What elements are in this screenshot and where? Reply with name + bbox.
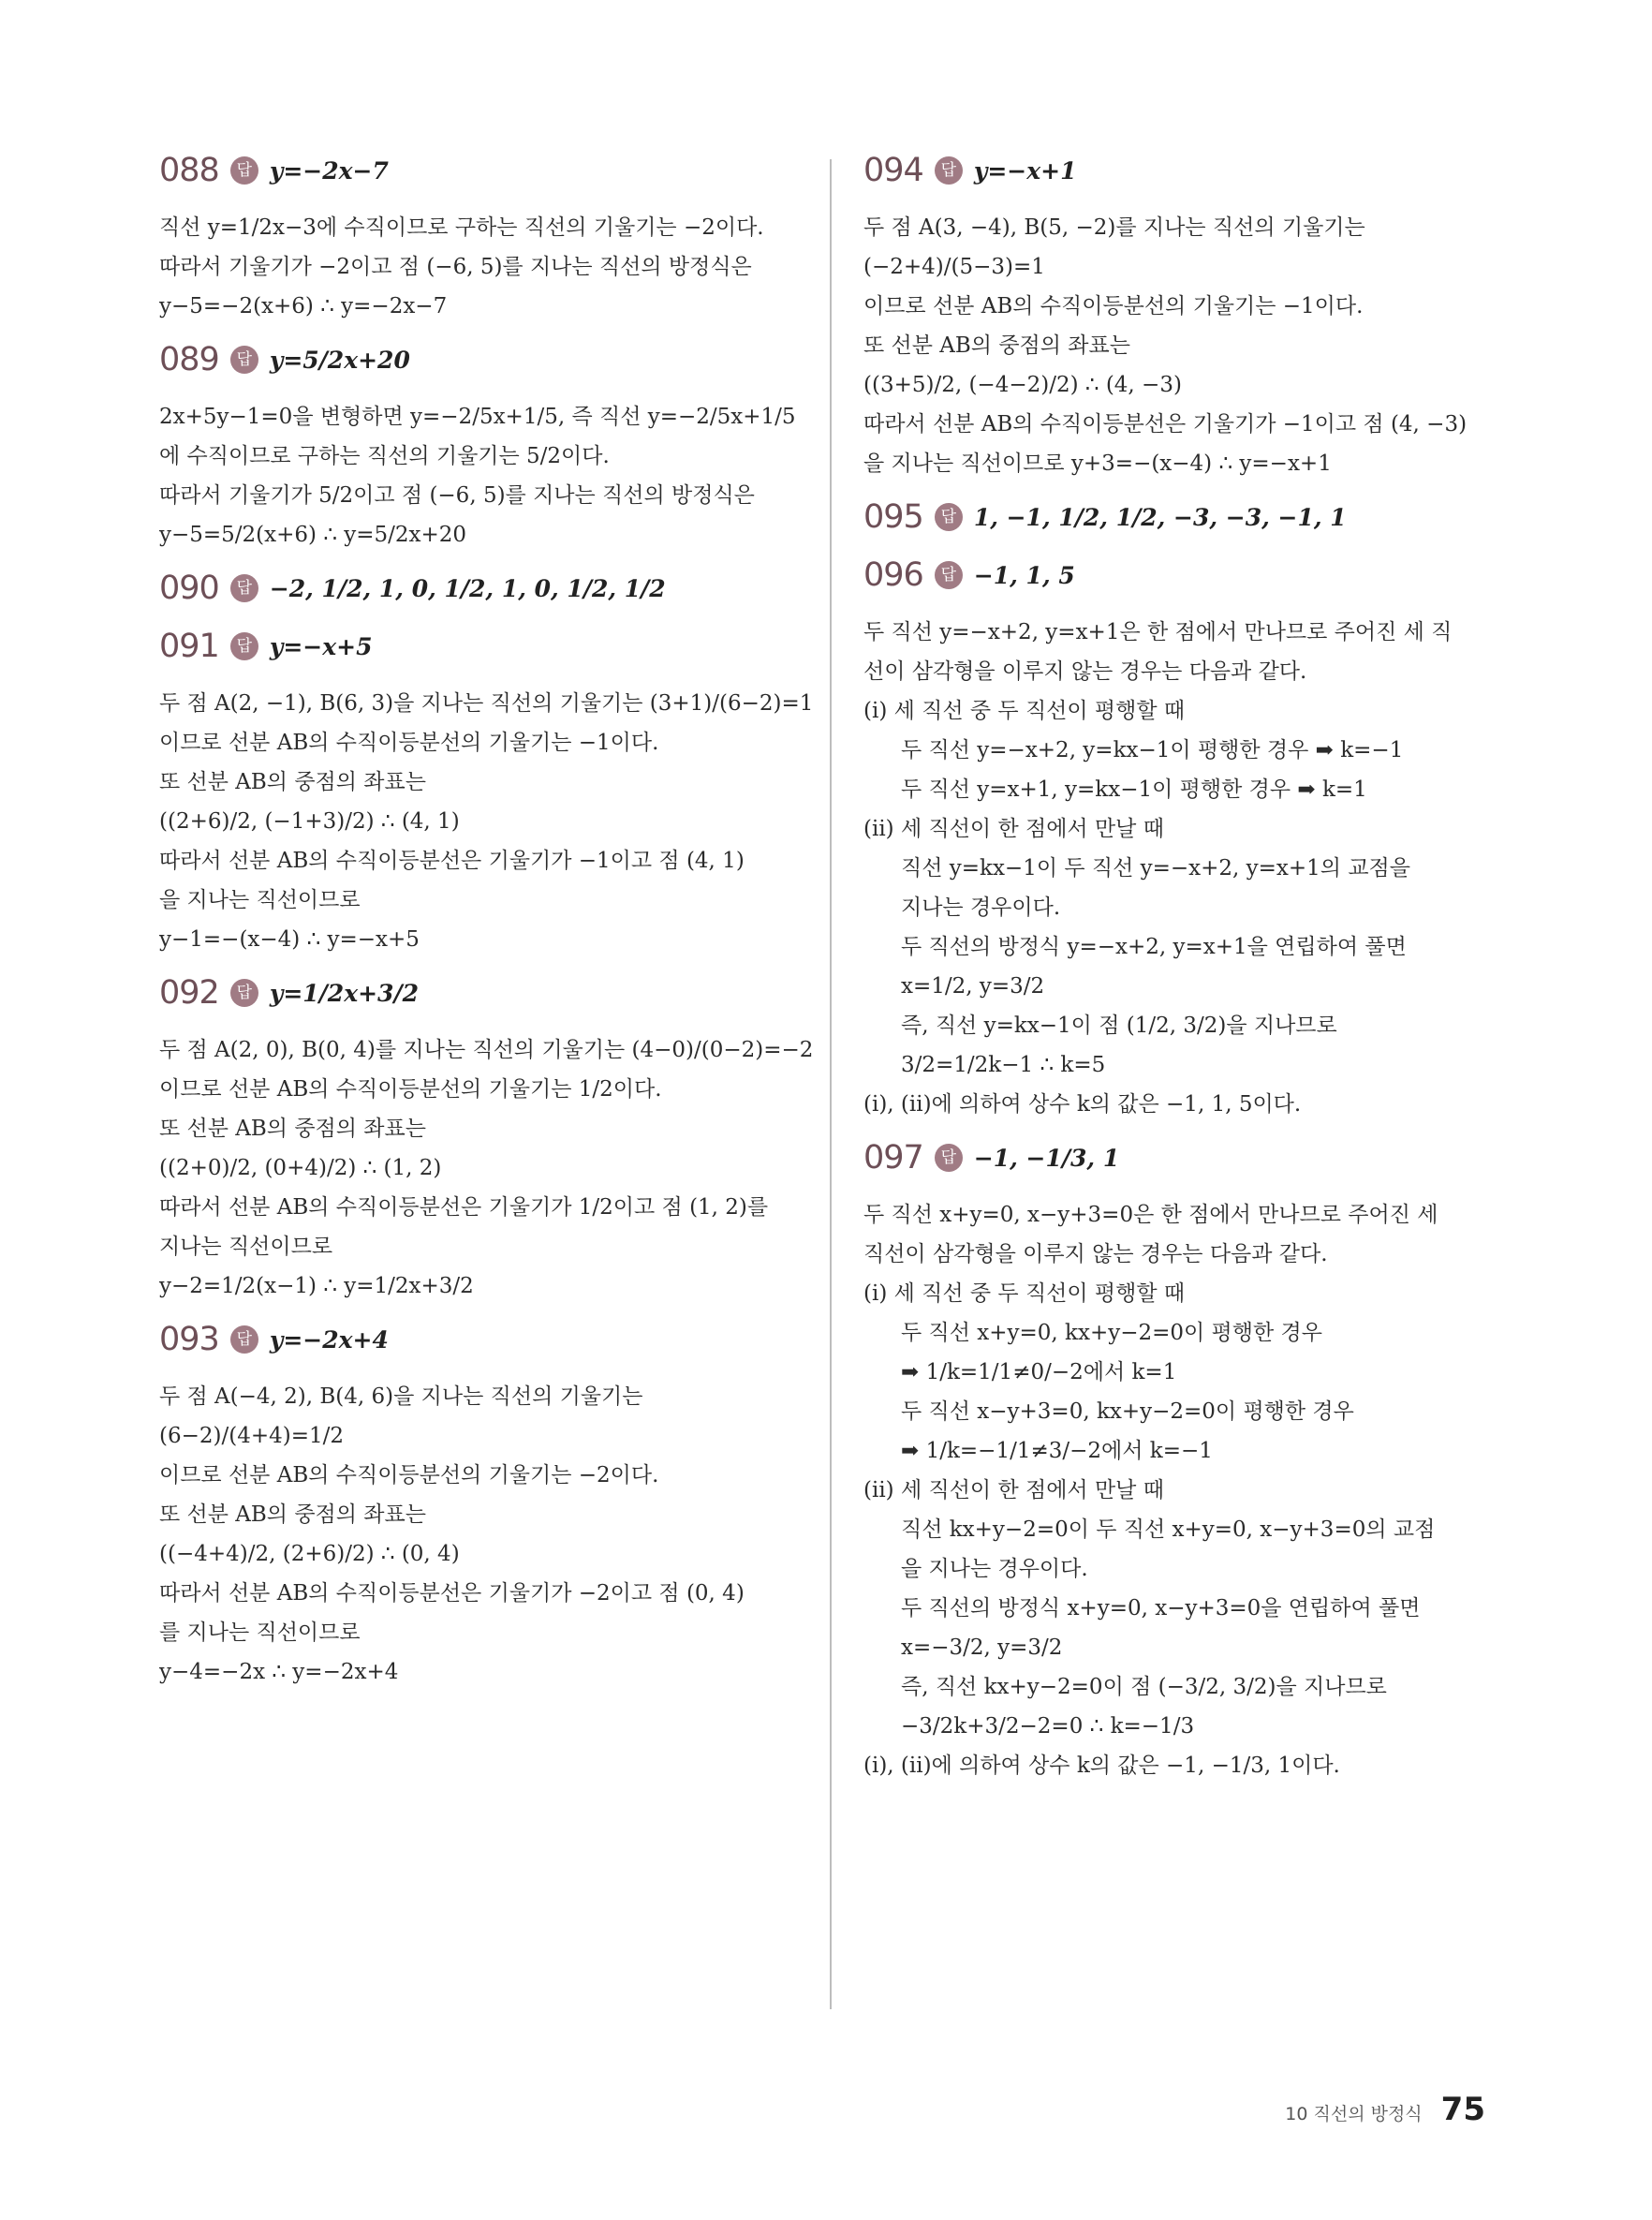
solution-line: 따라서 선분 AB의 수직이등분선은 기울기가 −1이고 점 (4, −3) <box>863 412 1468 437</box>
answer-text: y=5/2x+20 <box>269 346 410 374</box>
solution-line: 직선 kx+y−2=0이 두 직선 x+y=0, x−y+3=0의 교점 <box>901 1517 1436 1542</box>
answer-badge-icon: 답 <box>935 503 963 531</box>
solution-line: 따라서 선분 AB의 수직이등분선은 기울기가 −2이고 점 (0, 4) <box>159 1581 745 1606</box>
solution-line: y−1=−(x−4) ∴ y=−x+5 <box>159 927 420 952</box>
answer-badge-icon: 답 <box>935 156 963 185</box>
solution-line: 따라서 선분 AB의 수직이등분선은 기울기가 −1이고 점 (4, 1) <box>159 849 745 873</box>
solution-line: 을 지나는 경우이다. <box>901 1557 1088 1581</box>
left-column <box>159 150 814 1705</box>
problem-number: 090 <box>159 570 219 607</box>
solution-line: 또 선분 AB의 중점의 좌표는 <box>159 770 426 794</box>
solution-line: 따라서 선분 AB의 수직이등분선은 기울기가 1/2이고 점 (1, 2)를 <box>159 1195 769 1220</box>
answer-text: y=1/2x+3/2 <box>269 979 419 1007</box>
solution-line: −3/2k+3/2−2=0 ∴ k=−1/3 <box>901 1714 1195 1739</box>
solution-line: 또 선분 AB의 중점의 좌표는 <box>863 333 1130 358</box>
solution-line: x=1/2, y=3/2 <box>901 974 1045 999</box>
problem-090 <box>159 568 805 609</box>
page-footer <box>1285 2091 1485 2128</box>
solution-line: (6−2)/(4+4)=1/2 <box>159 1424 345 1448</box>
solution-line: y−2=1/2(x−1) ∴ y=1/2x+3/2 <box>159 1274 474 1298</box>
solution-line: 을 지나는 직선이므로 <box>159 888 361 912</box>
solution-line: 두 직선 y=−x+2, y=kx−1이 평행한 경우 ➡ k=−1 <box>901 738 1404 762</box>
solution-line: 에 수직이므로 구하는 직선의 기울기는 5/2이다. <box>159 444 610 468</box>
solution-line: 2x+5y−1=0을 변형하면 y=−2/5x+1/5, 즉 직선 y=−2/5x+1/5 <box>159 405 796 429</box>
problem-089 <box>159 339 805 555</box>
solution-line: (−2+4)/(5−3)=1 <box>863 255 1045 279</box>
answer-badge-icon: 답 <box>230 1325 258 1354</box>
solution-line: 두 직선 x+y=0, x−y+3=0은 한 점에서 만나므로 주어진 세 <box>863 1203 1438 1227</box>
solution-line: 두 점 A(2, −1), B(6, 3)을 지나는 직선의 기울기는 (3+1)/(6−2)=1 <box>159 691 814 716</box>
solution-line: y−4=−2x ∴ y=−2x+4 <box>159 1660 399 1684</box>
solution-line: (ⅱ) 세 직선이 한 점에서 만날 때 <box>863 1478 1164 1502</box>
answer-text: y=−2x−7 <box>269 156 389 185</box>
problem-number: 095 <box>863 498 923 536</box>
answer-text: −1, 1, 5 <box>973 561 1075 589</box>
problem-header <box>863 150 1510 191</box>
solution-line: (ⅰ) 세 직선 중 두 직선이 평행할 때 <box>863 699 1186 723</box>
solution-line: 두 직선의 방정식 x+y=0, x−y+3=0을 연립하여 풀면 <box>901 1596 1421 1621</box>
solution-line: ((2+6)/2, (−1+3)/2) ∴ (4, 1) <box>159 809 460 834</box>
solution-line: x=−3/2, y=3/2 <box>901 1635 1063 1660</box>
solution-line: 즉, 직선 kx+y−2=0이 점 (−3/2, 3/2)을 지나므로 <box>901 1675 1387 1699</box>
page-number: 75 <box>1440 2091 1485 2128</box>
problem-092 <box>159 972 814 1306</box>
solution-line: 또 선분 AB의 중점의 좌표는 <box>159 1117 426 1141</box>
solution-line: 두 점 A(2, 0), B(0, 4)를 지나는 직선의 기울기는 (4−0)/(0−2)=−2 <box>159 1038 814 1062</box>
answer-badge-icon: 답 <box>935 561 963 589</box>
solution-line: 를 지나는 직선이므로 <box>159 1621 361 1645</box>
solution-line: 직선이 삼각형을 이루지 않는 경우는 다음과 같다. <box>863 1242 1328 1266</box>
solution-line: ((2+0)/2, (0+4)/2) ∴ (1, 2) <box>159 1156 442 1180</box>
solution-line: y−5=5/2(x+6) ∴ y=5/2x+20 <box>159 523 467 547</box>
problem-header <box>863 555 1510 596</box>
solution-line: (ⅰ), (ⅱ)에 의하여 상수 k의 값은 −1, −1/3, 1이다. <box>863 1754 1340 1778</box>
solution-line: 두 직선 x+y=0, kx+y−2=0이 평행한 경우 <box>901 1321 1322 1345</box>
solution-line: 두 점 A(−4, 2), B(4, 6)을 지나는 직선의 기울기는 <box>159 1384 643 1409</box>
answer-text: 1, −1, 1/2, 1/2, −3, −3, −1, 1 <box>973 503 1347 531</box>
problem-094 <box>863 150 1510 483</box>
problem-header <box>863 496 1510 538</box>
problem-095 <box>863 496 1510 538</box>
solution-line: ((−4+4)/2, (2+6)/2) ∴ (0, 4) <box>159 1542 460 1566</box>
chapter-title: 10 직선의 방정식 <box>1285 2104 1423 2124</box>
solution-line: ➡ 1/k=1/1≠0/−2에서 k=1 <box>901 1360 1177 1384</box>
solution-line: (ⅰ), (ⅱ)에 의하여 상수 k의 값은 −1, 1, 5이다. <box>863 1092 1302 1117</box>
problem-header <box>863 1137 1510 1178</box>
solution-line: 직선 y=kx−1이 두 직선 y=−x+2, y=x+1의 교점을 <box>901 856 1410 881</box>
problem-number: 094 <box>863 152 923 189</box>
solution-line: 이므로 선분 AB의 수직이등분선의 기울기는 −1이다. <box>863 294 1364 318</box>
answer-text: −2, 1/2, 1, 0, 1/2, 1, 0, 1/2, 1/2 <box>269 574 666 602</box>
solution-line: (ⅰ) 세 직선 중 두 직선이 평행할 때 <box>863 1281 1186 1306</box>
solution-line: 따라서 기울기가 −2이고 점 (−6, 5)를 지나는 직선의 방정식은 <box>159 255 752 279</box>
solution-line: 따라서 기울기가 5/2이고 점 (−6, 5)를 지나는 직선의 방정식은 <box>159 483 755 508</box>
solution-line: ((3+5)/2, (−4−2)/2) ∴ (4, −3) <box>863 373 1182 397</box>
answer-text: y=−2x+4 <box>269 1325 389 1354</box>
solution-line: 두 직선 y=x+1, y=kx−1이 평행한 경우 ➡ k=1 <box>901 777 1367 802</box>
problem-header <box>159 626 805 667</box>
problem-header <box>159 150 805 191</box>
problem-header <box>159 568 805 609</box>
problem-number: 091 <box>159 628 219 665</box>
problem-number: 088 <box>159 152 219 189</box>
problem-number: 097 <box>863 1139 923 1177</box>
solution-line: ➡ 1/k=−1/1≠3/−2에서 k=−1 <box>901 1439 1213 1463</box>
solution-line: 3/2=1/2k−1 ∴ k=5 <box>901 1053 1106 1077</box>
solution-line: 즉, 직선 y=kx−1이 점 (1/2, 3/2)을 지나므로 <box>901 1014 1337 1038</box>
problem-number: 089 <box>159 341 219 378</box>
problem-header <box>159 1319 805 1360</box>
problem-096 <box>863 555 1510 1124</box>
answer-badge-icon: 답 <box>230 632 258 660</box>
solution-line: 을 지나는 직선이므로 y+3=−(x−4) ∴ y=−x+1 <box>863 451 1332 476</box>
problem-header <box>159 972 805 1014</box>
solution-line: y−5=−2(x+6) ∴ y=−2x−7 <box>159 294 448 318</box>
problem-093 <box>159 1319 805 1692</box>
answer-badge-icon: 답 <box>230 979 258 1007</box>
problem-number: 093 <box>159 1321 219 1358</box>
answer-badge-icon: 답 <box>230 346 258 374</box>
answer-badge-icon: 답 <box>230 156 258 185</box>
answer-text: y=−x+5 <box>269 632 373 660</box>
solution-line: (ⅱ) 세 직선이 한 점에서 만날 때 <box>863 817 1164 841</box>
problem-097 <box>863 1137 1510 1785</box>
answer-text: y=−x+1 <box>973 156 1077 185</box>
problem-088 <box>159 150 805 326</box>
column-divider <box>830 159 832 2009</box>
answer-text: −1, −1/3, 1 <box>973 1144 1120 1172</box>
problem-number: 096 <box>863 556 923 594</box>
solution-line: 또 선분 AB의 중점의 좌표는 <box>159 1502 426 1527</box>
solution-line: 두 직선 y=−x+2, y=x+1은 한 점에서 만나므로 주어진 세 직 <box>863 620 1453 644</box>
answer-badge-icon: 답 <box>935 1144 963 1172</box>
solution-line: 두 점 A(3, −4), B(5, −2)를 지나는 직선의 기울기는 <box>863 215 1365 240</box>
solution-line: 이므로 선분 AB의 수직이등분선의 기울기는 1/2이다. <box>159 1077 662 1102</box>
solution-line: 지나는 경우이다. <box>901 895 1061 920</box>
answer-badge-icon: 답 <box>230 574 258 602</box>
right-column <box>863 150 1510 1798</box>
solution-line: 이므로 선분 AB의 수직이등분선의 기울기는 −1이다. <box>159 731 659 755</box>
problem-header <box>159 339 805 380</box>
problem-number: 092 <box>159 974 219 1012</box>
problem-091 <box>159 626 814 959</box>
solution-line: 두 직선의 방정식 y=−x+2, y=x+1을 연립하여 풀면 <box>901 935 1407 959</box>
solution-line: 선이 삼각형을 이루지 않는 경우는 다음과 같다. <box>863 659 1307 684</box>
solution-line: 두 직선 x−y+3=0, kx+y−2=0이 평행한 경우 <box>901 1399 1354 1424</box>
solution-line: 지나는 직선이므로 <box>159 1235 333 1259</box>
solution-line: 이므로 선분 AB의 수직이등분선의 기울기는 −2이다. <box>159 1463 659 1487</box>
solution-line: 직선 y=1/2x−3에 수직이므로 구하는 직선의 기울기는 −2이다. <box>159 215 764 240</box>
